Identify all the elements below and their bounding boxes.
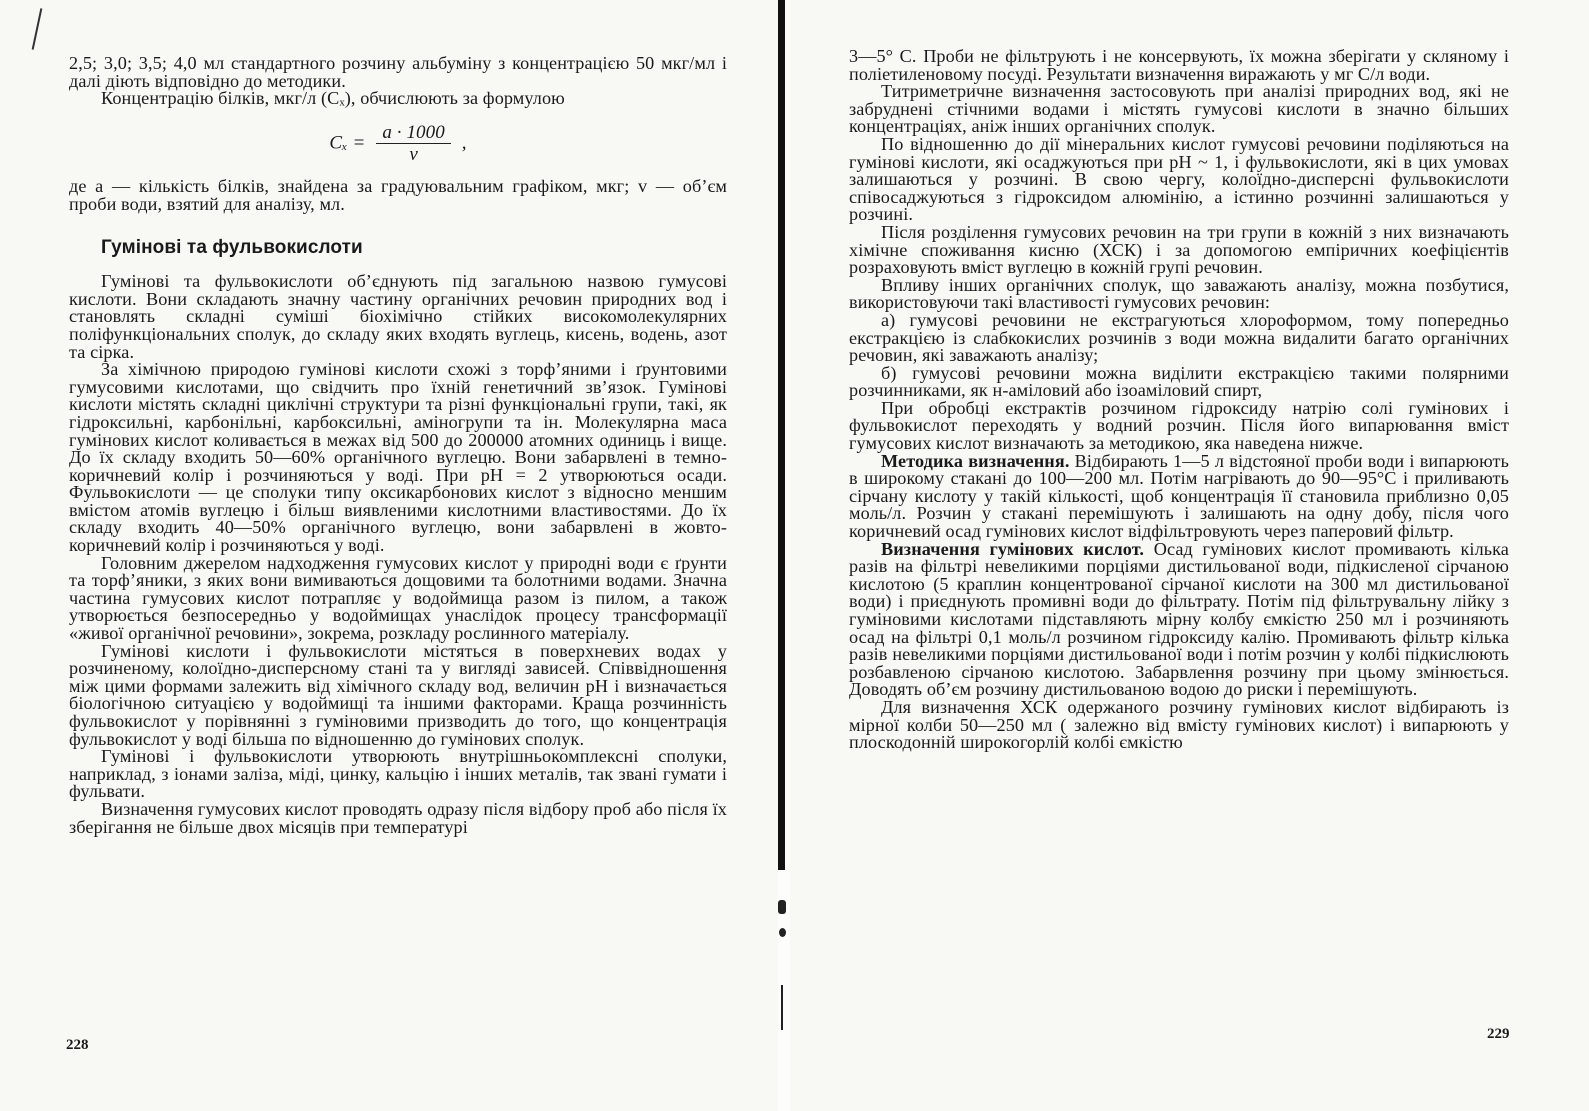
left-paragraph: Гумінові та фульвокислоти об’єднують під загальною назвою гумусові кислоти. Вони складають значну частину органічних речовин природних вод і становлять складні суміші біохімічно стійких високомолекулярних поліфункціональних сполук, до складу яких входять вуглець, кисень, водень, азот та сірка. — [69, 271, 727, 362]
right-paragraph: Для визначення ХСК одержаного розчину гумінових кислот відбирають із мірної колби 50—250 мл ( залежно від вмісту гумінових кислот) і випарюють у плоскодонній широкогорлій колбі ємкістю — [849, 696, 1509, 753]
right-paragraph: Впливу інших органічних сполук, що заважають аналізу, можна позбутися, використовуючи такі властивості гумусових речовин: — [849, 274, 1509, 313]
right-paragraph: 3—5° C. Проби не фільтрують і не консервують, їх можна зберігати у скляному і поліетиленовому посуді. Результати визначення виражають у мг C/л води. — [849, 46, 1509, 84]
method-paragraph — [849, 450, 1509, 542]
method-text: Відбирають 1—5 л відстояної проби води і випарюють в широкому стакані до 100—200 мл. Потім нагрівають до 90—95°C і приливають сірчану кислоту у такій кількості, щоб концентрація її становила приблизно 0,05 моль/л. Розчин у стакані перемішують і залишають на одну добу, після чого коричневий осад гумінових кислот відфільтровують через паперовий фільтр. — [849, 450, 1509, 542]
method-lead: Методика визначення. — [881, 450, 1070, 471]
formula-tail: , — [461, 132, 467, 154]
protein-formula — [69, 121, 727, 166]
left-paragraph: Гумінові кислоти і фульвокислоти містяться в поверхневих водах у розчиненому, колоїдно-дисперсному стані та у вигляді зависей. Співвідношення між цими формами залежить від хімічного складу вод, величин pH і визначається біологічною ситуацією у водоймищі та іншими факторами. Краща розчинність фульвокислот у порівнянні з гуміновими призводить до того, що концентрація фульвокислот у воді більша по відношенню до гумінових сполук. — [69, 640, 727, 749]
formula-fraction — [376, 121, 451, 166]
intro-line-2: Концентрацію білків, мкг/л (Cₓ), обчислюють за формулою — [101, 88, 565, 109]
spine-smudge — [781, 985, 783, 1030]
formula-denominator: v — [409, 144, 418, 166]
humic-paragraph — [849, 538, 1509, 700]
left-paragraph: За хімічною природою гумінові кислоти схожі з торф’яними і ґрунтовими гумусовими кислотами, що свідчить про їхній генетичний зв’язок. Гумінові кислоти містять складні циклічні структури та різні функціональні групи, такі, як гідроксильні, карбонільні, карбоксильні, аміногрупи та ін. Молекулярна маса гумінових кислот коливається в межах від 500 до 200000 атомних одиниць і вище. До їх складу входить 50—60% органічного вуглецю. Вони забарвлені в темно-коричневий колір і розчиняються у воді. При pH = 2 утворюються осади. Фульвокислоти — це сполуки типу оксикарбонових кислот з відносно меншим вмістом атомів вуглецю і більш виявленими кислотними властивостями. До їх складу входить 40—50% органічного вуглецю, вони забарвлені в жовто-коричневий колір і розчиняються у воді. — [69, 359, 727, 556]
spine-shadow — [778, 0, 785, 870]
left-page-body — [69, 55, 727, 836]
right-page — [790, 0, 1589, 1111]
right-paragraph: Після розділення гумусових речовин на три групи в кожній з них визначають хімічне споживання кисню (ХСК) і за допомогою емпіричних коефіцієнтів розраховують вміст вуглецю в кожній групі речовин. — [849, 221, 1509, 278]
section-heading: Гумінові та фульвокислоти — [101, 237, 363, 259]
spine-smudge — [779, 928, 786, 937]
page-number-right: 229 — [1487, 1026, 1510, 1042]
right-paragraph: б) гумусові речовини можна виділити екстракцією такими полярними розчинниками, як н-аміловий або ізоаміловий спирт, — [849, 362, 1509, 401]
left-page — [0, 0, 778, 1111]
formula-lhs: Cₓ = — [329, 132, 366, 154]
right-paragraph: При обробці екстрактів розчином гідроксиду натрію солі гумінових і фульвокислот переходять у водний розчин. Після його випарювання вміст гумусових кислот визначають за методикою, яка наведена нижче. — [849, 397, 1509, 454]
page-number-left: 228 — [66, 1037, 89, 1053]
humic-text: Осад гумінових кислот промивають кілька разів на фільтрі невеликими порціями дистильованої води, підкисленої сірчаною кислотою (5 краплин концентрованої сірчаної кислоти на 300 мл дистильованої води) і приєднують промивні води до фільтрату. Потім під фільтрувальну лійку з гуміновими кислотами підставляють мірну колбу ємкістю 250 мл і розчиняють осад на фільтрі 0,1 моль/л розчином гідроксиду калію. Промивають фільтр кілька разів невеликими порціями дистильованої води і потім розчин у колбі підкислюють розбавленою сірчаною кислотою. Забарвлення розчину при цьому змінюється. Доводять об’єм розчину дистильованою водою до риски і перемішують. — [849, 538, 1509, 700]
right-paragraph: По відношенню до дії мінеральних кислот гумусові речовини поділяються на гумінові кислоти, які осаджуються при pH ~ 1, і фульвокислоти, які в цих умовах залишаються у розчині. В свою чергу, колоїдно-дисперсні фульвокислоти співосаджуються з гідроксидом алюмінію, а істинно розчинні залишаються у розчині. — [849, 133, 1509, 225]
left-paragraph: Гумінові і фульвокислоти утворюють внутрішньокомплексні сполуки, наприклад, з іонами заліза, міді, цинку, кальцію і інших металів, так звані гумати і фульвати. — [69, 746, 727, 802]
left-paragraph: Визначення гумусових кислот проводять одразу після відбору проб або після їх зберігання не більше двох місяців при температурі — [69, 798, 727, 837]
humic-lead: Визначення гумінових кислот. — [881, 538, 1145, 559]
right-page-body — [849, 48, 1509, 752]
right-paragraph: а) гумусові речовини не екстрагуються хлороформом, тому попередньо екстракцією із слабкокислих розчинів з води можна видалити багато органічних речовин, які заважають аналізу; — [849, 309, 1509, 366]
formula-numerator: a · 1000 — [376, 124, 451, 145]
right-paragraph: Титриметричне визначення застосовують при аналізі природних вод, які не забруднені стічними водами і містять гумусові кислоти в значно більших концентраціях, аніж інших органічних сполук. — [849, 81, 1509, 137]
intro-line-1: 2,5; 3,0; 3,5; 4,0 мл стандартного розчину альбуміну з концентрацією 50 мкг/мл і далі діють відповідно до методики. — [69, 53, 727, 91]
pen-mark — [32, 8, 43, 49]
left-paragraph: Головним джерелом надходження гумусових кислот у природні води є ґрунти та торф’яники, з яких вони вимиваються дощовими та болотними водами. Значна частина гумусових кислот потрапляє у водоймища разом із пилом, а також утворюється безпосередньо у водоймищах унаслідок процесу трансформації «живої органічної речовини», зокрема, розкладу рослинного матеріалу. — [69, 552, 727, 644]
formula-where: де a — кількість білків, знайдена за градуювальним графіком, мкг; v — об’єм проби води, взятий для аналізу, мл. — [69, 175, 727, 214]
spine-smudge — [778, 900, 786, 914]
